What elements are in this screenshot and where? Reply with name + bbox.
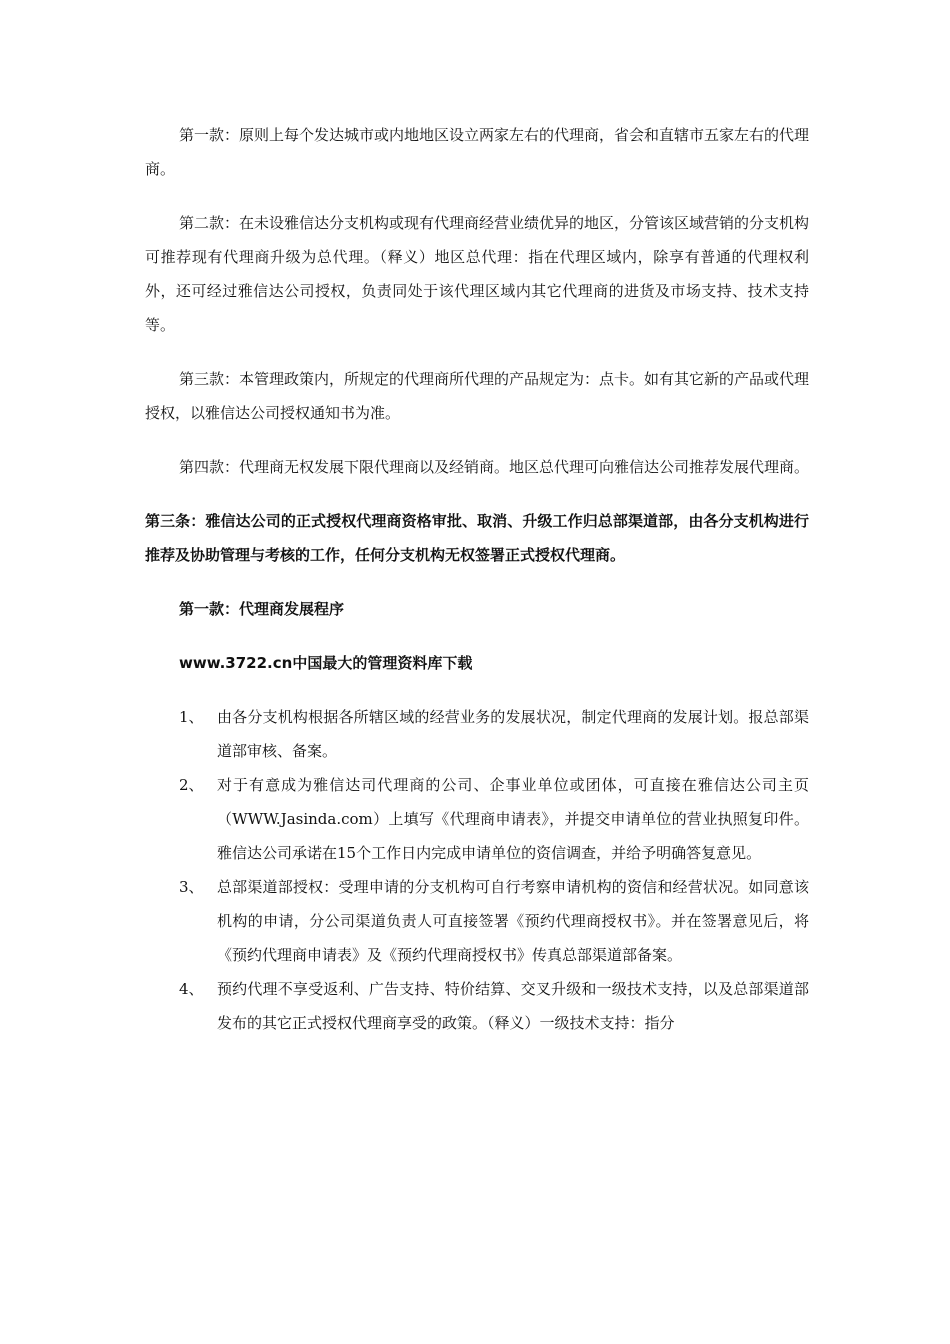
list-item-text: 对于有意成为雅信达司代理商的公司、企事业单位或团体，可直接在雅信达公司主页（WWW.Jasinda.com）上填写《代理商申请表》，并提交申请单位的营业执照复印件。雅信达公司承诺在15个工作日内完成申请单位的资信调查，并给予明确答复意见。 <box>217 776 809 862</box>
article-3: 第三条：雅信达公司的正式授权代理商资格审批、取消、升级工作归总部渠道部，由各分支机构进行推荐及协助管理与考核的工作，任何分支机构无权签署正式授权代理商。 <box>145 512 809 564</box>
clause-3: 第三款：本管理政策内，所规定的代理商所代理的产品规定为：点卡。如有其它新的产品或代理授权，以雅信达公司授权通知书为准。 <box>145 370 810 422</box>
list-item <box>145 870 809 972</box>
website-line: www.3722.cn中国最大的管理资料库下载 <box>179 654 473 672</box>
clause-4: 第四款：代理商无权发展下限代理商以及经销商。地区总代理可向雅信达公司推荐发展代理商。 <box>179 458 810 476</box>
list-item-text: 预约代理不享受返利、广告支持、特价结算、交叉升级和一级技术支持，以及总部渠道部发布的其它正式授权代理商享受的政策。（释义）一级技术支持：指分 <box>217 980 809 1032</box>
list-item <box>145 768 809 870</box>
clause-1: 第一款：原则上每个发达城市或内地地区设立两家左右的代理商，省会和直辖市五家左右的代理商。 <box>145 126 810 178</box>
list-item-number: 1、 <box>179 708 204 726</box>
list-item-text: 总部渠道部授权：受理申请的分支机构可自行考察申请机构的资信和经营状况。如同意该机构的申请，分公司渠道负责人可直接签署《预约代理商授权书》。并在签署意见后，将《预约代理商申请表》及《预约代理商授权书》传真总部渠道部备案。 <box>217 878 809 964</box>
list-item <box>145 700 809 768</box>
list-item <box>145 972 809 1040</box>
clause-2: 第二款：在未设雅信达分支机构或现有代理商经营业绩优异的地区，分管该区域营销的分支机构可推荐现有代理商升级为总代理。（释义）地区总代理：指在代理区域内，除享有普通的代理权利外，还可经过雅信达公司授权，负责同处于该代理区域内其它代理商的进货及市场支持、技术支持等。 <box>145 214 810 334</box>
list-item-number: 3、 <box>179 878 204 896</box>
list-item-text: 由各分支机构根据各所辖区域的经营业务的发展状况，制定代理商的发展计划。报总部渠道部审核、备案。 <box>217 708 809 760</box>
list-item-number: 2、 <box>179 776 204 794</box>
subheading: 第一款：代理商发展程序 <box>179 600 345 618</box>
steps-list <box>145 700 809 1040</box>
document-page <box>145 118 809 1040</box>
list-item-number: 4、 <box>179 980 204 998</box>
